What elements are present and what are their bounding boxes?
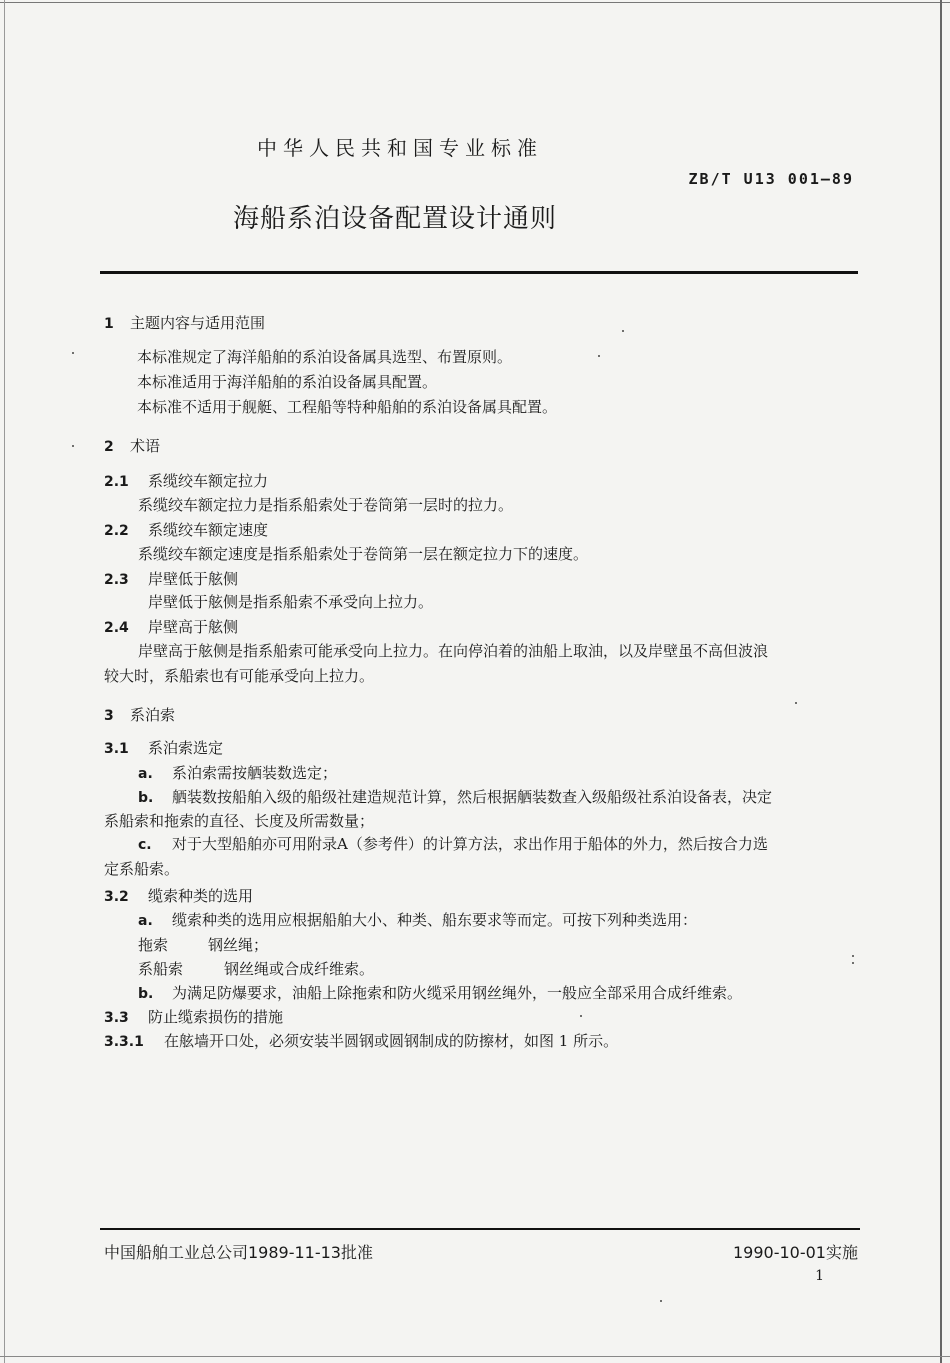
section-number: 1 [104, 316, 114, 332]
clause-title: 系泊索选定 [148, 739, 224, 757]
item-text: 系泊索需按舾装数选定； [172, 764, 338, 782]
scan-speck [598, 355, 600, 357]
item-text: 舾装数按船舶入级的船级社建造规范计算，然后根据舾装数查入级船级社系泊设备表，决定 [172, 788, 773, 806]
page-number: 1 [815, 1268, 824, 1284]
scan-speck [580, 1015, 582, 1017]
paragraph: 岸壁高于舷侧是指系船索可能承受向上拉力。在向停泊着的油船上取油，以及岸壁虽不高但波浪 [138, 642, 769, 660]
clause-title: 防止缆索损伤的措施 [148, 1008, 284, 1026]
rope-use: 拖索 [138, 936, 169, 954]
effective-date: 1990-10-01实施 [733, 1243, 858, 1262]
scan-speck [660, 1300, 662, 1302]
clause-3-3-heading [104, 1007, 283, 1028]
standard-code: ZB/T U13 001—89 [688, 170, 854, 188]
item-label: a. [138, 913, 153, 929]
paragraph: 岸壁低于舷侧是指系船索不承受向上拉力。 [148, 593, 434, 611]
item-label: b. [138, 790, 154, 806]
section-number: 2 [104, 439, 114, 455]
rope-type: 钢丝绳或合成纤维索。 [224, 960, 375, 978]
rope-type-row [138, 935, 268, 955]
scan-speck [795, 702, 797, 704]
clause-text: 在舷墙开口处，必须安装半圆钢或圆钢制成的防擦材，如图 1 所示。 [164, 1032, 619, 1050]
scan-speck [72, 352, 74, 354]
section-title: 主题内容与适用范围 [130, 314, 266, 332]
clause-number: 2.3 [104, 572, 129, 588]
paragraph: 本标准规定了海洋船舶的系泊设备属具选型、布置原则。 [137, 348, 513, 366]
scan-edge-right [940, 0, 942, 1363]
paragraph: 本标准不适用于舰艇、工程船等特种船舶的系泊设备属具配置。 [137, 398, 558, 416]
section-number: 3 [104, 708, 114, 724]
footer-rule [100, 1228, 860, 1230]
scan-speck [622, 330, 624, 332]
clause-title: 岸壁高于舷侧 [148, 618, 239, 636]
scan-edge-bottom [0, 1356, 950, 1357]
clause-title: 系缆绞车额定速度 [148, 521, 269, 539]
item-label: b. [138, 986, 154, 1002]
scan-speck [852, 955, 854, 957]
clause-number: 2.2 [104, 523, 129, 539]
clause-2-4-heading [104, 617, 238, 638]
clause-number: 3.2 [104, 889, 129, 905]
clause-number: 3.3 [104, 1010, 129, 1026]
paragraph: 较大时，系船索也有可能承受向上拉力。 [104, 667, 375, 685]
list-item [138, 910, 697, 931]
clause-number: 2.1 [104, 474, 129, 490]
list-item [138, 787, 772, 808]
clause-2-2-heading [104, 520, 268, 541]
section-title: 术语 [130, 437, 161, 455]
clause-2-1-heading [104, 471, 268, 492]
scan-edge-top [0, 2, 950, 3]
section-1-heading [104, 313, 265, 334]
clause-3-3-1 [104, 1031, 618, 1052]
section-title: 系泊索 [130, 706, 176, 724]
list-item [138, 834, 768, 855]
clause-number: 3.1 [104, 741, 129, 757]
list-item [138, 983, 742, 1004]
paragraph: 定系船索。 [104, 860, 180, 878]
clause-3-2-heading [104, 886, 253, 907]
clause-title: 岸壁低于舷侧 [148, 570, 239, 588]
clause-title: 缆索种类的选用 [148, 887, 254, 905]
item-text: 缆索种类的选用应根据船舶大小、种类、船东要求等而定。可按下列种类选用： [172, 911, 698, 929]
scan-speck [852, 962, 854, 964]
paragraph: 本标准适用于海洋船舶的系泊设备属具配置。 [137, 373, 438, 391]
clause-title: 系缆绞车额定拉力 [148, 472, 269, 490]
paragraph: 系缆绞车额定拉力是指系船索处于卷筒第一层时的拉力。 [138, 496, 514, 514]
approval-line: 中国船舶工业总公司1989-11-13批准 [104, 1243, 373, 1262]
clause-2-3-heading [104, 569, 238, 590]
clause-number: 2.4 [104, 620, 129, 636]
item-text: 为满足防爆要求，油船上除拖索和防火缆采用钢丝绳外，一般应全部采用合成纤维索。 [172, 984, 743, 1002]
paragraph: 系船索和拖索的直径、长度及所需数量； [104, 812, 375, 830]
item-label: a. [138, 766, 153, 782]
rope-type: 钢丝绳； [208, 936, 269, 954]
standard-type-heading: 中华人民共和国专业标准 [257, 136, 543, 160]
item-label: c. [138, 837, 152, 853]
list-item [138, 763, 337, 784]
rope-use: 系船索 [138, 960, 184, 978]
section-2-heading [104, 436, 160, 457]
clause-3-1-heading [104, 738, 223, 759]
title-rule [100, 271, 858, 274]
rope-type-row [138, 959, 374, 979]
document-title: 海船系泊设备配置设计通则 [232, 204, 557, 234]
section-3-heading [104, 705, 175, 726]
clause-number: 3.3.1 [104, 1034, 144, 1050]
scan-speck [72, 445, 74, 447]
item-text: 对于大型船舶亦可用附录A（参考件）的计算方法，求出作用于船体的外力，然后按合力选 [172, 835, 768, 853]
paragraph: 系缆绞车额定速度是指系船索处于卷筒第一层在额定拉力下的速度。 [138, 545, 589, 563]
